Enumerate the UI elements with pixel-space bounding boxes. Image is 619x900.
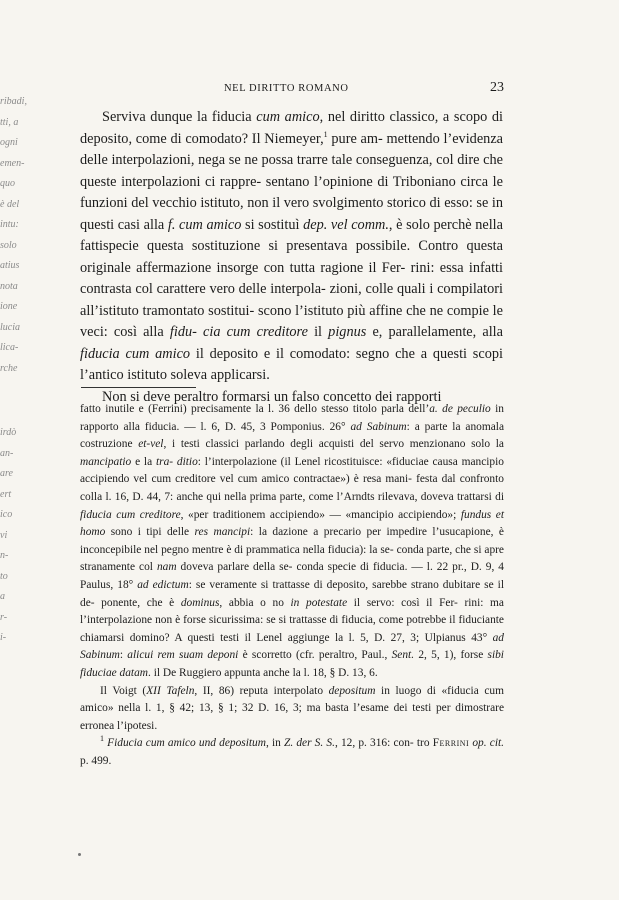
bleed-line: emen- xyxy=(0,157,25,169)
paragraph-non-si-deve: Non si deve peraltro formarsi un falso concetto dei rapporti xyxy=(102,388,442,405)
bleed-gap xyxy=(0,379,40,423)
footnote-1: $^1$ Fiducia cum amico und depositum, in Z. der S. S., 12, p. 316: con- tro Ferrini op. cit. p. 499. xyxy=(80,734,504,767)
bleed-line: nota xyxy=(0,280,18,292)
bleed-line: rche xyxy=(0,362,18,374)
bleed-line: ert xyxy=(0,488,12,500)
bleed-line: ribadi, xyxy=(0,96,27,107)
bleed-line: r- xyxy=(0,611,8,623)
bleed-line: lica- xyxy=(0,342,19,353)
footnote-voigt: Il Voigt (XII Tafeln, II, 86) reputa interpolato depositum in luogo di «fiducia cum amico» nella l. 1, § 42; 13, § 1; 32 D. 16, 3; ma basta l’esame dei testi per dimostrare erronea l’ipotesi. xyxy=(80,684,504,732)
bleed-line: a xyxy=(0,591,5,602)
running-title: NEL DIRITTO ROMANO xyxy=(224,83,349,94)
bleed-line: lucia xyxy=(0,321,20,333)
bleed-line: vi xyxy=(0,529,8,541)
bleed-line: are xyxy=(0,468,13,479)
footnotes xyxy=(80,401,504,770)
bleed-line: solo xyxy=(0,239,17,251)
bleed-line: to xyxy=(0,570,8,582)
main-text xyxy=(80,107,503,408)
bleed-line: irdò xyxy=(0,427,17,438)
bleed-line: an- xyxy=(0,447,14,459)
bleed-line: n- xyxy=(0,550,9,561)
paragraph-serviva: Serviva dunque la fiducia cum amico, nel diritto classico, a scopo di deposito, come di comodato? Il Niemeyer,$^1$ pure am- mettendo l’evidenza delle interpolazioni, nega se ne possa trarre tale conseguenza, col dire che queste interpolazioni ci rappre- sentano l’opinione di Triboniano circa le funzioni del vecchio istituto, non il vero svolgimento storico di esso: se in questi casi alla f. cum amico si sostituì dep. vel comm., è solo perchè nella fattispecie questa sostituzione si presentava possibile. Contro questa originale affermazione insorge con tutta ragione il Fer- rini: essa infatti contrasta col carattere vero delle interpola- zioni, colle quali i compilatori all’istituto tramontato sostitui- scono l’istituto più affine che ne compie le veci: così alla fidu- cia cum creditore il pignus e, parallelamente, alla fiducia cum amico il deposito e il comodato: segno che a questi scopi l’antico istituto soleva applicarsi. xyxy=(80,109,504,383)
bleed-line: tti, a xyxy=(0,116,19,128)
bleed-line: intu: xyxy=(0,219,19,230)
bleed-line: ico xyxy=(0,509,13,520)
footnote-continuation: fatto inutile e (Ferrini) precisamente la l. 36 dello stesso titolo parla dell’a. de peculio in rapporto alla fiducia. — l. 6, D. 45, 3 Pomponius. 26° ad Sabinum: a parte la anomala costruzione et-vel, i testi classici parlando degli acquisti del servo menzionano solo la mancipatio e la tra- ditio: l’interpolazione (il Lenel ricostituisce: «fiduciae causa mancipio accipiendo vel cum creditore vel cum amico contractae») è resa mani- festa dal confronto colla l. 16, D. 44, 7: anche qui nella prima parte, come l’Arndts rilevava, doveva trattarsi di fiducia cum creditore, «per traditionem accipiendo» — «mancipio accipiendo»; fundus et homo sono i tipi delle res mancipi: la dazione a precario per impedire l’usucapione, è inconcepibile nel pegno mentre è di prammatica nella fiducia): la se- conda parte, che si apre stranamente col nam doveva parlare della se- conda specie di fiducia. — l. 22 pr., D. 9, 4 Paulus, 18° ad edictum: se veramente si trattasse di deposito, sarebbe strano dubitare se il de- ponente, che è dominus, abbia o no in potestate il servo: così il Fer- rini: ma l’interpolazione non è forse sicurissima: se si trattasse di fiducia, come potrebbe il fiduciante chiamarsi domino? A questi testi il Lenel aggiunge la l. 5, D. 27, 3; Ulpianus 43° ad Sabinum: alicui rem suam deponi è scorretto (cfr. peraltro, Paul., Sent. 2, 5, 1), forse sibi fiduciae datam. il De Ruggiero appunta anche la l. 18, § D. 13, 6. xyxy=(80,403,505,679)
bleed-line: ione xyxy=(0,301,18,312)
bleed-line: è del xyxy=(0,198,20,210)
footnote-number: 1 xyxy=(100,734,104,744)
paper-speck xyxy=(78,853,81,856)
footnote-marker: 1 xyxy=(323,129,328,139)
bleed-line: ogni xyxy=(0,137,18,148)
page-number: 23 xyxy=(490,80,504,95)
bleed-through-text xyxy=(0,92,40,649)
footnote-divider xyxy=(81,387,196,388)
bleed-line: i- xyxy=(0,632,7,643)
bleed-line: quo xyxy=(0,178,15,189)
bleed-line: atius xyxy=(0,260,20,271)
